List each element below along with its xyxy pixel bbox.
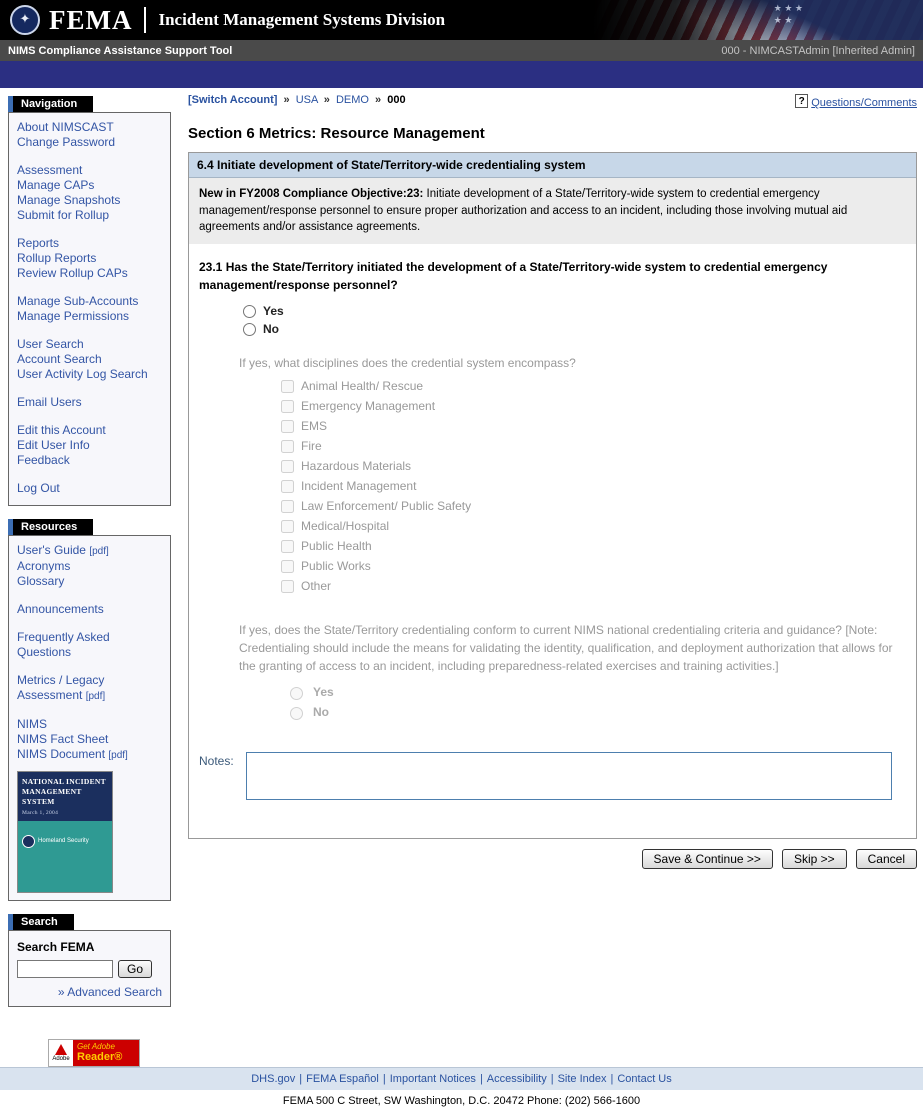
discipline-checkbox-incident-management bbox=[281, 480, 294, 493]
nav-group bbox=[17, 120, 162, 150]
homeland-security-label: Homeland Security bbox=[38, 837, 89, 844]
resource-group bbox=[17, 717, 162, 763]
nav-log-out[interactable]: Log Out bbox=[17, 481, 60, 495]
nav-manage-permissions[interactable]: Manage Permissions bbox=[17, 309, 130, 323]
search-go-button[interactable]: Go bbox=[118, 960, 152, 978]
discipline-checkbox-fire bbox=[281, 440, 294, 453]
nav-group bbox=[17, 481, 162, 496]
question-23-1-text: 23.1 Has the State/Territory initiated the development of a State/Territory-wide system to credential emergency management/response personnel? bbox=[199, 260, 828, 293]
notes-label: Notes: bbox=[199, 754, 234, 769]
footer-separator: | bbox=[299, 1073, 303, 1085]
footer-link-dhs[interactable]: DHS.gov bbox=[251, 1073, 296, 1085]
adobe-triangle-icon bbox=[55, 1044, 67, 1055]
resources-box bbox=[8, 535, 171, 901]
conformance-no-radio bbox=[290, 707, 303, 720]
footer-separator: | bbox=[479, 1073, 483, 1085]
app-title: NIMS Compliance Assistance Support Tool bbox=[8, 44, 233, 57]
conformance-no-option bbox=[285, 704, 906, 720]
main-panel bbox=[188, 94, 917, 869]
form-button-row bbox=[188, 849, 917, 869]
res-nims-fact-sheet[interactable]: NIMS Fact Sheet bbox=[17, 732, 109, 746]
footer-link-accessibility[interactable]: Accessibility bbox=[486, 1073, 547, 1085]
discipline-label: Other bbox=[301, 579, 332, 594]
discipline-checkbox-public-works bbox=[281, 560, 294, 573]
nav-about-nimscast[interactable]: About NIMSCAST bbox=[17, 120, 114, 134]
discipline-label: Medical/Hospital bbox=[301, 519, 390, 534]
res-label: User's Guide bbox=[17, 543, 86, 557]
objective-box bbox=[189, 178, 916, 244]
footer bbox=[0, 1067, 923, 1115]
footer-link-important-notices[interactable]: Important Notices bbox=[389, 1073, 476, 1085]
questions-comments-link[interactable] bbox=[795, 94, 917, 109]
question-area bbox=[189, 244, 916, 838]
adobe-badge-text bbox=[73, 1040, 139, 1066]
breadcrumb-demo-link[interactable]: DEMO bbox=[335, 94, 369, 106]
section-header: 6.4 Initiate development of State/Territory-wide credentialing system bbox=[189, 153, 916, 178]
footer-address: FEMA 500 C Street, SW Washington, D.C. 20472 Phone: (202) 566-1600 bbox=[0, 1090, 923, 1115]
discipline-label: Public Works bbox=[301, 559, 371, 574]
app-bar bbox=[0, 40, 923, 61]
q231-no-option[interactable] bbox=[243, 322, 906, 336]
conformance-prompt: If yes, does the State/Territory credentialing conform to current NIMS national credentialing criteria and guidance? [Note: Credentialing should include the means for validating the identity, qualification, and deployment authorization that allows for the granting of access to an incident, including preparedness-related exercises and training activities.] bbox=[239, 623, 893, 674]
pdf-suffix: [pdf] bbox=[85, 691, 106, 702]
discipline-option-fire bbox=[281, 439, 906, 453]
search-fema-input[interactable] bbox=[17, 960, 113, 978]
discipline-option-medical-hospital bbox=[281, 519, 906, 533]
footer-link-fema-espanol[interactable]: FEMA Español bbox=[306, 1073, 379, 1085]
discipline-label: Incident Management bbox=[301, 479, 417, 494]
notes-row bbox=[199, 752, 906, 800]
homeland-security-seal-icon bbox=[22, 835, 35, 848]
conformance-yes-label: Yes bbox=[313, 685, 334, 700]
q231-no-radio[interactable] bbox=[243, 323, 256, 336]
discipline-option-incident-management bbox=[281, 479, 906, 493]
res-acronyms[interactable]: Acronyms bbox=[17, 559, 71, 573]
nims-document-cover[interactable] bbox=[17, 771, 113, 893]
nav-email-users[interactable]: Email Users bbox=[17, 395, 82, 409]
navigation-header: Navigation bbox=[8, 96, 93, 112]
q231-no-label: No bbox=[263, 322, 279, 337]
resources-section bbox=[8, 517, 171, 901]
save-continue-button[interactable]: Save & Continue >> bbox=[642, 849, 773, 869]
homeland-security-row bbox=[18, 821, 112, 848]
nav-manage-caps[interactable]: Manage CAPs bbox=[17, 178, 95, 192]
notes-textarea[interactable] bbox=[246, 752, 892, 800]
content-area bbox=[0, 88, 923, 1067]
main-top-row bbox=[188, 94, 917, 109]
nims-cover-title: NATIONAL INCIDENT MANAGEMENT SYSTEM bbox=[22, 777, 106, 807]
discipline-checkbox-animal-health bbox=[281, 380, 294, 393]
nav-reports[interactable]: Reports bbox=[17, 236, 60, 250]
discipline-label: Law Enforcement/ Public Safety bbox=[301, 499, 472, 514]
navigation-box bbox=[8, 112, 171, 506]
breadcrumb-separator: » bbox=[283, 94, 290, 106]
res-label: NIMS Document bbox=[17, 747, 106, 761]
res-nims-document[interactable] bbox=[17, 747, 162, 763]
nav-edit-user-info[interactable]: Edit User Info bbox=[17, 438, 90, 452]
footer-separator: | bbox=[610, 1073, 614, 1085]
q231-yes-option[interactable] bbox=[243, 304, 906, 318]
skip-button[interactable]: Skip >> bbox=[782, 849, 847, 869]
footer-link-site-index[interactable]: Site Index bbox=[557, 1073, 607, 1085]
switch-account-link[interactable]: [Switch Account] bbox=[188, 94, 278, 106]
nav-group bbox=[17, 423, 162, 468]
nav-user-activity-log-search[interactable]: User Activity Log Search bbox=[17, 367, 148, 381]
search-fema-label: Search FEMA bbox=[17, 940, 95, 954]
question-mark-icon: ? bbox=[795, 94, 808, 108]
pdf-suffix: [pdf] bbox=[108, 750, 128, 761]
discipline-label: Public Health bbox=[301, 539, 372, 554]
discipline-label: EMS bbox=[301, 419, 328, 434]
get-adobe-reader-badge[interactable] bbox=[48, 1039, 140, 1067]
nav-rollup-reports[interactable]: Rollup Reports bbox=[17, 251, 97, 265]
footer-links bbox=[0, 1067, 923, 1090]
nav-review-rollup-caps[interactable]: Review Rollup CAPs bbox=[17, 266, 128, 280]
discipline-label: Hazardous Materials bbox=[301, 459, 412, 474]
search-section bbox=[8, 912, 171, 1007]
discipline-checkbox-ems bbox=[281, 420, 294, 433]
nav-manage-snapshots[interactable]: Manage Snapshots bbox=[17, 193, 121, 207]
flag-image bbox=[593, 0, 923, 40]
nims-cover-date: March 1, 2004 bbox=[22, 810, 59, 817]
discipline-checkbox-medical-hospital bbox=[281, 520, 294, 533]
footer-separator: | bbox=[382, 1073, 386, 1085]
discipline-checkbox-hazardous-materials bbox=[281, 460, 294, 473]
search-header: Search bbox=[8, 914, 74, 930]
discipline-option-animal-health bbox=[281, 379, 906, 393]
nav-manage-sub-accounts[interactable]: Manage Sub-Accounts bbox=[17, 294, 139, 308]
conformance-no-label: No bbox=[313, 705, 329, 720]
breadcrumb-current: 000 bbox=[387, 94, 406, 106]
nav-edit-this-account[interactable]: Edit this Account bbox=[17, 423, 106, 437]
nav-feedback[interactable]: Feedback bbox=[17, 453, 70, 467]
resource-group bbox=[17, 543, 162, 589]
conformance-yes-option bbox=[285, 684, 906, 700]
discipline-checkbox-emergency-management bbox=[281, 400, 294, 413]
fema-seal-icon bbox=[10, 5, 40, 35]
footer-separator: | bbox=[550, 1073, 554, 1085]
section-form-box bbox=[188, 152, 917, 839]
header-divider bbox=[144, 7, 146, 33]
nav-change-password[interactable]: Change Password bbox=[17, 135, 116, 149]
disciplines-prompt: If yes, what disciplines does the credential system encompass? bbox=[239, 356, 576, 371]
division-title: Incident Management Systems Division bbox=[158, 10, 446, 29]
breadcrumb-separator: » bbox=[323, 94, 330, 106]
nav-account-search[interactable]: Account Search bbox=[17, 352, 102, 366]
discipline-option-other bbox=[281, 579, 906, 593]
nav-assessment[interactable]: Assessment bbox=[17, 163, 83, 177]
discipline-checkbox-public-health bbox=[281, 540, 294, 553]
discipline-option-ems bbox=[281, 419, 906, 433]
breadcrumb-usa-link[interactable]: USA bbox=[295, 94, 318, 106]
nav-group bbox=[17, 337, 162, 382]
navigation-section bbox=[8, 94, 171, 506]
discipline-label: Fire bbox=[301, 439, 322, 454]
pdf-suffix: [pdf] bbox=[89, 546, 109, 557]
nav-group bbox=[17, 163, 162, 223]
resource-group bbox=[17, 673, 162, 704]
discipline-checkbox-other bbox=[281, 580, 294, 593]
cancel-button[interactable]: Cancel bbox=[856, 849, 917, 869]
discipline-label: Emergency Management bbox=[301, 399, 436, 414]
questions-comments-label: Questions/Comments bbox=[811, 97, 917, 109]
navy-bar bbox=[0, 61, 923, 88]
q231-yes-label: Yes bbox=[263, 304, 284, 319]
adobe-reader-line: Reader® bbox=[77, 1051, 123, 1064]
page-title: Section 6 Metrics: Resource Management bbox=[188, 125, 485, 142]
conformance-yes-radio bbox=[290, 687, 303, 700]
adobe-logo bbox=[49, 1040, 73, 1066]
res-faq[interactable]: Frequently Asked Questions bbox=[17, 630, 110, 659]
discipline-option-emergency-management bbox=[281, 399, 906, 413]
nims-cover-body bbox=[18, 821, 112, 892]
res-nims[interactable]: NIMS bbox=[17, 717, 47, 731]
nav-submit-for-rollup[interactable]: Submit for Rollup bbox=[17, 208, 110, 222]
sidebar bbox=[8, 94, 171, 1067]
res-metrics-legacy-assessment[interactable] bbox=[17, 673, 162, 704]
search-box bbox=[8, 930, 171, 1007]
footer-link-contact-us[interactable]: Contact Us bbox=[617, 1073, 672, 1085]
objective-lead: New in FY2008 Compliance Objective:23: bbox=[199, 188, 424, 200]
user-status: 000 - NIMCASTAdmin [Inherited Admin] bbox=[721, 44, 915, 57]
nav-group bbox=[17, 236, 162, 281]
res-glossary[interactable]: Glossary bbox=[17, 574, 65, 588]
nav-group bbox=[17, 395, 162, 410]
objective-text: Initiate development of a State/Territory-wide system to credential emergency management/response personnel to ensure proper authorization and access to an incident, including those involving mutual aid agreements and/or assistance agreements. bbox=[199, 188, 848, 234]
adobe-logo-label: Adobe bbox=[52, 1056, 70, 1062]
res-label: Metrics / Legacy Assessment bbox=[17, 673, 105, 702]
breadcrumb-separator: » bbox=[375, 94, 382, 106]
discipline-option-law-enforcement bbox=[281, 499, 906, 513]
discipline-option-hazardous-materials bbox=[281, 459, 906, 473]
resource-group bbox=[17, 630, 162, 660]
nims-cover-header bbox=[18, 772, 112, 821]
discipline-checkbox-law-enforcement bbox=[281, 500, 294, 513]
fema-wordmark: FEMA bbox=[49, 4, 133, 35]
res-announcements[interactable]: Announcements bbox=[17, 602, 104, 616]
breadcrumb bbox=[188, 94, 406, 106]
adobe-get-line: Get Adobe bbox=[77, 1041, 115, 1051]
resources-header: Resources bbox=[8, 519, 93, 535]
res-users-guide[interactable] bbox=[17, 543, 162, 559]
top-header bbox=[0, 0, 923, 40]
search-row bbox=[17, 960, 162, 978]
discipline-option-public-works bbox=[281, 559, 906, 573]
resource-group bbox=[17, 602, 162, 617]
nav-user-search[interactable]: User Search bbox=[17, 337, 84, 351]
q231-yes-radio[interactable] bbox=[243, 305, 256, 318]
discipline-label: Animal Health/ Rescue bbox=[301, 379, 424, 394]
discipline-option-public-health bbox=[281, 539, 906, 553]
nav-group bbox=[17, 294, 162, 324]
advanced-search-link[interactable]: » Advanced Search bbox=[57, 985, 162, 999]
